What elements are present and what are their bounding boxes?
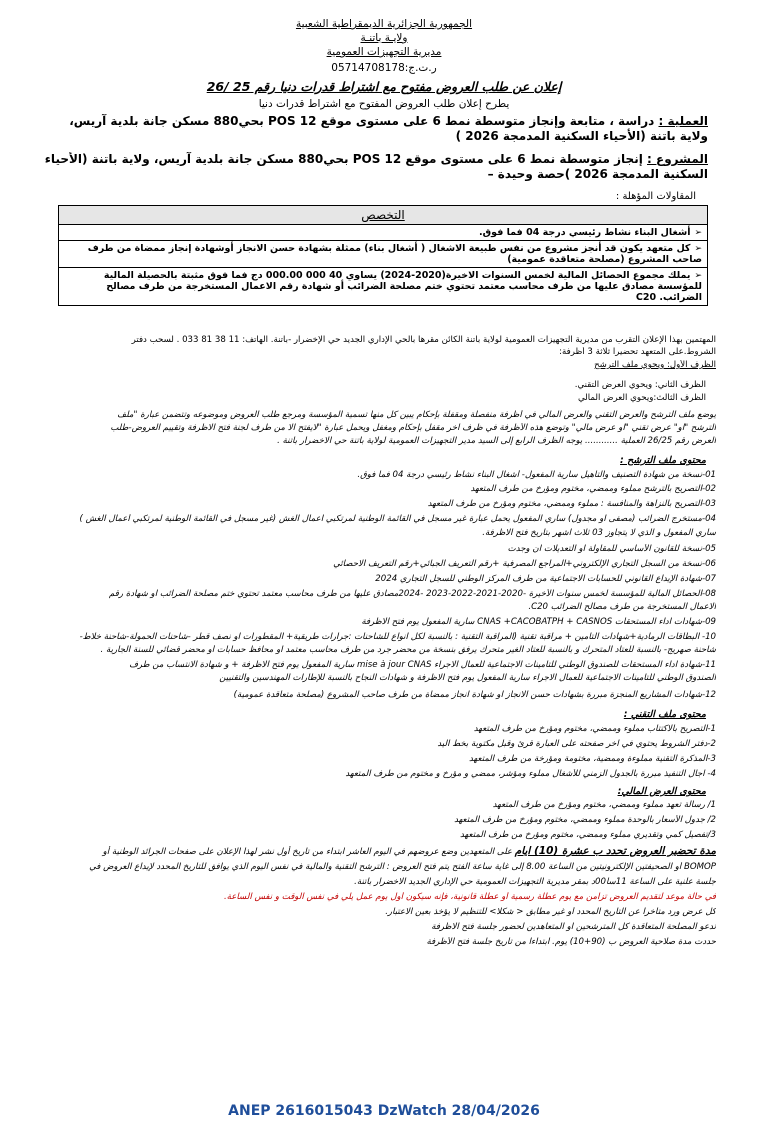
technical-item: 1-التصريح بالاكتتاب مملوء وممضي، مختوم ومؤرخ من طرف المتعهد (473, 724, 716, 734)
intro-line: المهتمين بهذا الإعلان التقرب من مديرية التجهيزات العمومية لولاية باتنة الكائن مقرها بالحي الإداري الجديد حي الإخضرار -باتنة. الهاتف: 11 38 81 033 . لسحب دفتر (131, 335, 716, 345)
intro-line: الشروط.على المتعهد تحضيرا ثلاثة 3 أظرفة: (559, 347, 716, 357)
announcement-title: إعلان عن طلب العروض مفتوح مع اشتراط قدرات دنيا رقم 25 /26 (206, 79, 562, 94)
directorate-header: مديرية التجهيزات العمومية (326, 46, 442, 58)
project-label: المشروع : (647, 152, 708, 166)
candidacy-item: 04-مستخرج الضرائب (مصفى او مجدول) ساري المفعول يحمل عبارة غير مسجل في القائمة الوطنية لمرتكبي اعمال الغش (غير مسجل في القائمة الوطنية لمرتكبي أعمال الغش ) (79, 514, 716, 524)
nif-line: ر.ت.ج:05714708178 (331, 62, 437, 74)
deadline-label: مدة تحضير العروض تحدد ب عشرة (10) أيام (514, 846, 716, 857)
financial-title: محتوى العرض المالي: (617, 786, 706, 797)
deadline-line: مدة تحضير العروض تحدد ب عشرة (10) أيام على المتعهدين وضع عروضهم في اليوم العاشر ابتداء من تاريخ أول نشر لهذا الإعلان على صفحات الجرائد الوطنية أو (102, 846, 716, 857)
technical-item: 2-دفتر الشروط يحتوي في آخر صفحته على العبارة قرئ وقبل مكتوبة بخط اليد (437, 739, 716, 749)
candidacy-item: الاعمال المستخرجة من طرف مصالح الضرائب C20. (528, 602, 716, 612)
intro-line: الظرف الثالث:ويحوي العرض المالي (578, 393, 706, 403)
check-icon: ➢ (694, 271, 702, 281)
financial-item: 1/ رسالة تعهد مملوء وممضي، مختوم ومؤرخ من طرف المتعهد (492, 800, 716, 810)
financial-item: 2/ جدول الأسعار بالوحدة مملوء وممضي، مختوم ومؤرخ من طرف المتعهد (454, 815, 716, 825)
technical-item: 4- آجال التنفيذ مبررة بالجدول الزمني للأشغال مملوء ومؤشر، ممضي و مؤرخ و مختوم من طرف المتعهد (345, 769, 716, 779)
candidacy-item: الصندوق الوطني للتامينات الاجتماعية للعمال الاجراء سارية المفعول يوم فتح الاظرفة و شهادات النجاح بالنسبة للإطارات المهندسين والتقنيين (219, 673, 716, 683)
project-line (40, 152, 708, 182)
candidacy-item: 01-نسخة من شهادة التصنيف والتأهيل سارية المفعول- أشغال البناء نشاط رئيسي درجة 04 فما فوق. (357, 470, 716, 480)
deadline-note: كل عرض ورد متأخرا عن التاريخ المحدد أو غير مطابق < شكلا> للتنظيم لا يؤخذ بعين الاعتبار. (385, 907, 716, 917)
financial-item: 3/تفصيل كمي وتقديري مملوء وممضي، مختوم ومؤرخ من طرف المتعهد (460, 830, 716, 840)
candidacy-item: 03-التصريح بالنزاهة والمنافسة : مملوء وممضي، مختوم ومؤرخ من طرف المتعهد (427, 499, 716, 509)
qualified-label: المقاولات المؤهلة : (615, 191, 696, 202)
intro-line: الترشح "او" عرض تقني "او عرض مالي" وتوضع هذه الأظرفة في ظرف آخر مقفل بإحكام ومغفل ويحمل عبارة "لايفتح الا من طرف لجنة فتح الاظرفة وتقييم العروض-طلب (110, 423, 716, 433)
candidacy-item: 05-نسخة للقانون الأساسي للمقاولة او التعديلات ان وجدت (507, 544, 716, 554)
intro-line: الظرف الثاني: ويحوي العرض التقني. (574, 380, 706, 390)
specialty-row: ➢أشغال البناء نشاط رئيسي درجة 04 فما فوق. (59, 225, 708, 241)
candidacy-item: 09-شهادات اداء المستحقات CNAS +CACOBATPH + CASNOS سارية المفعول يوم فتح الاظرفة (361, 617, 716, 627)
deadline-line: جلسة علنية على الساعة 11سا00د بمقر مديرية التجهيزات العمومية حي الإداري الجديد الاخضرار باتنة. (354, 877, 716, 887)
technical-item: 3-المذكرة التقنية مملوءة وممضية، مختومة ومؤرخة من طرف المتعهد (468, 754, 716, 764)
intro-line: الظرف الأول: ويحوي ملف الترشح (594, 360, 716, 370)
operation-line (40, 114, 708, 144)
candidacy-item: 12-شهادات المشاريع المنجزة مبررة بشهادات حسن الانجاز او شهادة انجاز ممضاة من طرف صاحب المشروع (مصلحة متعاقدة عمومية) (233, 690, 716, 700)
technical-title: محتوى ملف التقني : (623, 709, 706, 720)
candidacy-item: شاحنة صهريج- بالنسبة للعتاد المتحرك و بالنسبة للعتاد الغير متحرك يرفق بنسخة من محضر جرد من طرف محاسب معتمد او محافظ حسابات أو محضر قضائي للسنة الجارية . (100, 645, 716, 655)
check-icon: ➢ (694, 244, 702, 254)
holiday-note: في حالة موعد لتقديم العروض تزامن مع يوم عطلة رسمية أو عطلة قانونية، فإنه سيكون أول يوم عمل يلي في نفس الوقت و نفس الساعة. (223, 892, 716, 902)
operation-label: العملية : (658, 114, 708, 128)
candidacy-item: 08-الحصائل المالية للمؤسسة لخمس سنوات الأخيرة -2020-2021-2022-2023 -2024مصادق عليها من طرف محاسب معتمد تحتوي ختم مصلحة الضرائب او شهادة رقم (109, 589, 716, 599)
candidacy-item: 11-شهادة اداء المستحقات للصندوق الوطني للتامينات الاجتماعية للعمال الاجراء mise à jour CNAS سارية المفعول يوم فتح الاظرفة + و شهادة الانتساب من طرف (129, 660, 716, 670)
project-text: إنجاز متوسطة نمط 6 على مستوى موقع POS 12 بحي880 مسكن جانة بلدية آريس، ولاية باتنة (الأحياء السكنية المدمجة 2026 )حصة وحيدة – (44, 152, 708, 181)
candidacy-item: 07-شهادة الإيداع القانوني للحسابات الاجتماعية من طرف المركز الوطني للسجل التجاري 2024 (375, 574, 716, 584)
anep-footer: ANEP 2616015043 DzWatch 28/04/2026 (228, 1103, 540, 1119)
candidacy-title: محتوى ملف الترشح : (620, 455, 706, 466)
specialty-row: ➢كل متعهد يكون قد أنجز مشروع من نفس طبيعة الاشغال ( أشغال بناء) ممثلة بشهادة حسن الانجاز أوشهادة إنجاز ممضاة من طرف صاحب المشروع (مصلحة متعاقدة عمومية) (59, 241, 708, 268)
intro-line: العرض رقم 26/25 العملية ............ يوجه الظرف الرابع إلى السيد مدير التجهيزات العمومية لولاية باتنة حي الاخضرار باتنة . (277, 436, 716, 446)
candidacy-item: ساري المفعول و الذي لا يتجاوز 03 ثلاث اشهر بتاريخ فتح الاظرفة. (482, 528, 716, 538)
operation-text: دراسة ، متابعة وإنجاز متوسطة نمط 6 على مستوى موقع POS 12 بحي880 مسكن جانة بلدية آريس، ولاية باتنة (الأحياء السكنية المدمجة 2026 ) (69, 114, 708, 143)
candidacy-item: 10- البطاقات الرمادية+شهادات التامين + مراقبة تقنية (المراقبة التقنية : بالنسبة لكل انواع للشاحنات :جرارات طريقية+ المقطورات او نصف قطر -شاحنات الحمولة-شاحنة خلاط- (79, 632, 716, 642)
candidacy-item: 06-نسخة من السجل التجاري الإلكتروني+المراجع المصرفية +رقم التعريف الجبائي+رقم التعريف الاحصائي (333, 559, 716, 569)
specialty-table (58, 205, 708, 306)
announcement-subtitle: يطرح إعلان طلب العروض المفتوح مع اشتراط قدرات دنيا (258, 98, 510, 110)
check-icon: ➢ (694, 228, 702, 238)
specialty-header: التخصص (59, 206, 708, 225)
deadline-line: BOMOP أو الصحيفتين الإلكترونيتين من الساعة 8.00 إلى غاية ساعة الفتح يتم فتح العروض : الترشح التقنية والمالية في نفس اليوم الذي يوافق للتاريخ المحدد لإيداع العروض في (89, 862, 716, 872)
deadline-note: حددت مدة صلاحية العروض ب (90+10) يوم. ابتداءا من تاريخ جلسة فتح الأظرفة (426, 937, 716, 947)
intro-line: يوضع ملف الترشح والعرض التقني والعرض المالي في أظرفة منفصلة ومقفلة بإحكام يبين كل منها تسمية المؤسسة ومرجع طلب العروض وموضوعه وتتضمن عبارة "ملف (117, 410, 716, 420)
candidacy-item: 02-التصريح بالترشح مملوء وممضي، مختوم ومؤرخ من طرف المتعهد (470, 484, 716, 494)
republic-header: الجمهورية الجزائرية الديمقراطية الشعبية (295, 18, 473, 30)
specialty-row: ➢يملك مجموع الحصائل المالية لخمس السنوات الاخيرة(2020-2024) يساوي 40 000 000.00 دج فما فوق مثبتة بالحصيلة المالية للمؤسسة مصادق عليها من طرف محاسب معتمد تحتوي ختم مصلحة الضرائب أو شهادة رقم الاعمال المستخرجة من طرف مصالح الضرائب. C20 (59, 268, 708, 306)
deadline-note: تدعو المصلحة المتعاقدة كل المترشحين او المتعاهدين لحضور جلسة فتح الاظرفة (431, 922, 716, 932)
wilaya-header: ولايـة باتنـة (360, 32, 408, 44)
